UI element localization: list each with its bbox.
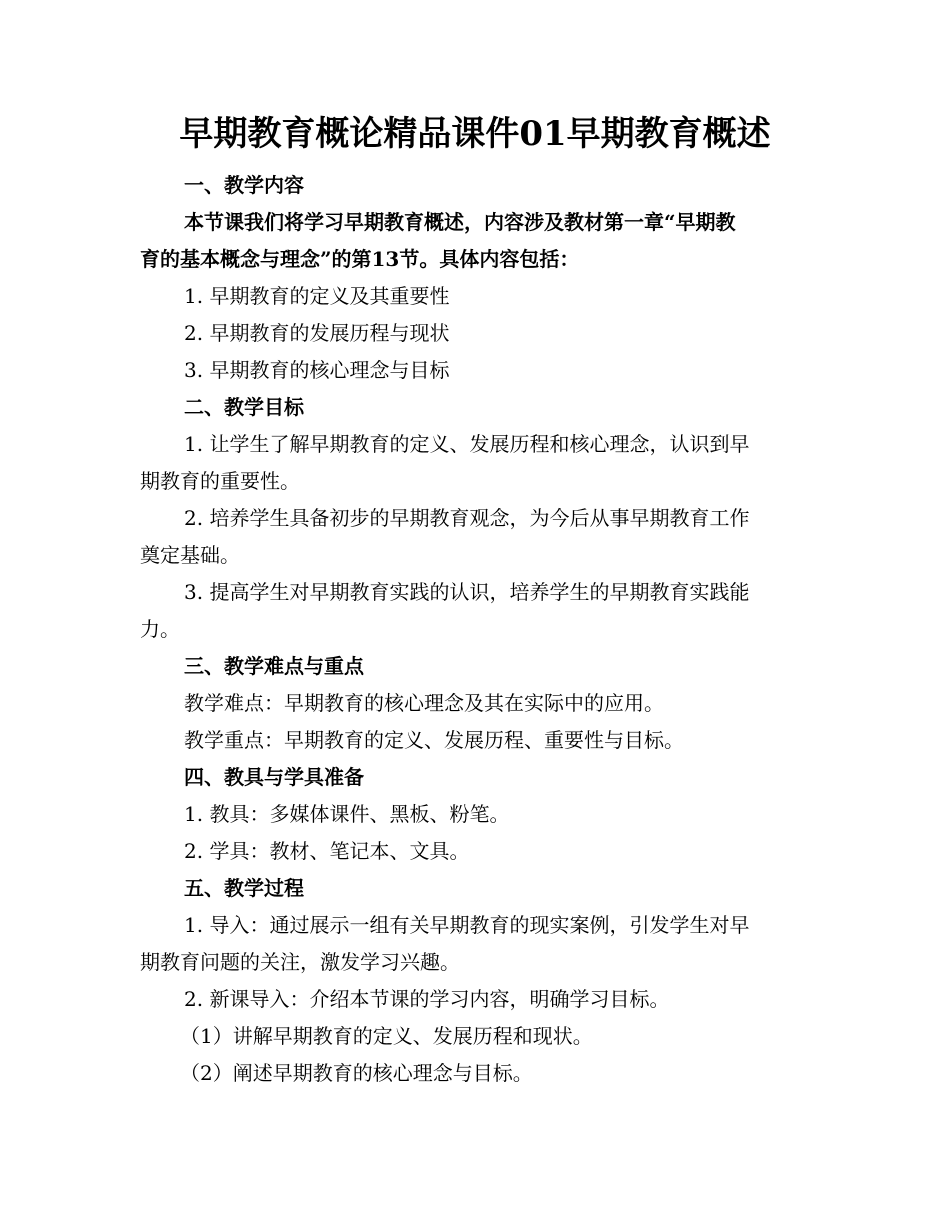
difficulty-text: 教学难点：早期教育的核心理念及其在实际中的应用。 bbox=[184, 691, 664, 715]
goal-1-line-1: 1. 让学生了解早期教育的定义、发展历程和核心理念，认识到早 bbox=[184, 432, 750, 456]
goal-1-line-2: 期教育的重要性。 bbox=[140, 469, 300, 493]
section-heading-difficulty: 三、教学难点与重点 bbox=[184, 654, 364, 678]
process-sub-2: （2）阐述早期教育的核心理念与目标。 bbox=[180, 1061, 533, 1085]
process-2: 2. 新课导入：介绍本节课的学习内容，明确学习目标。 bbox=[184, 987, 670, 1011]
process-1-line-1: 1. 导入：通过展示一组有关早期教育的现实案例，引发学生对早 bbox=[184, 913, 750, 937]
materials-item-1: 1. 教具：多媒体课件、黑板、粉笔。 bbox=[184, 802, 510, 826]
goal-3-line-1: 3. 提高学生对早期教育实践的认识，培养学生的早期教育实践能 bbox=[184, 580, 750, 604]
materials-item-2: 2. 学具：教材、笔记本、文具。 bbox=[184, 839, 470, 863]
goal-2-line-2: 奠定基础。 bbox=[140, 543, 240, 567]
content-item-2: 2. 早期教育的发展历程与现状 bbox=[184, 321, 450, 345]
content-item-3: 3. 早期教育的核心理念与目标 bbox=[184, 358, 450, 382]
goal-2-line-1: 2. 培养学生具备初步的早期教育观念，为今后从事早期教育工作 bbox=[184, 506, 750, 530]
intro-line-2: 育的基本概念与理念”的第13节。具体内容包括： bbox=[140, 247, 580, 271]
process-1-line-2: 期教育问题的关注，激发学习兴趣。 bbox=[140, 950, 460, 974]
section-heading-materials: 四、教具与学具准备 bbox=[184, 765, 364, 789]
section-heading-process: 五、教学过程 bbox=[184, 876, 304, 900]
process-sub-1: （1）讲解早期教育的定义、发展历程和现状。 bbox=[180, 1024, 593, 1048]
goal-3-line-2: 力。 bbox=[140, 617, 180, 641]
focus-text: 教学重点：早期教育的定义、发展历程、重要性与目标。 bbox=[184, 728, 684, 752]
section-heading-content: 一、教学内容 bbox=[184, 173, 304, 197]
content-item-1: 1. 早期教育的定义及其重要性 bbox=[184, 284, 450, 308]
section-heading-goals: 二、教学目标 bbox=[184, 395, 304, 419]
intro-line-1: 本节课我们将学习早期教育概述，内容涉及教材第一章“早期教 bbox=[184, 210, 736, 234]
document-title: 早期教育概论精品课件01早期教育概述 bbox=[179, 114, 771, 154]
